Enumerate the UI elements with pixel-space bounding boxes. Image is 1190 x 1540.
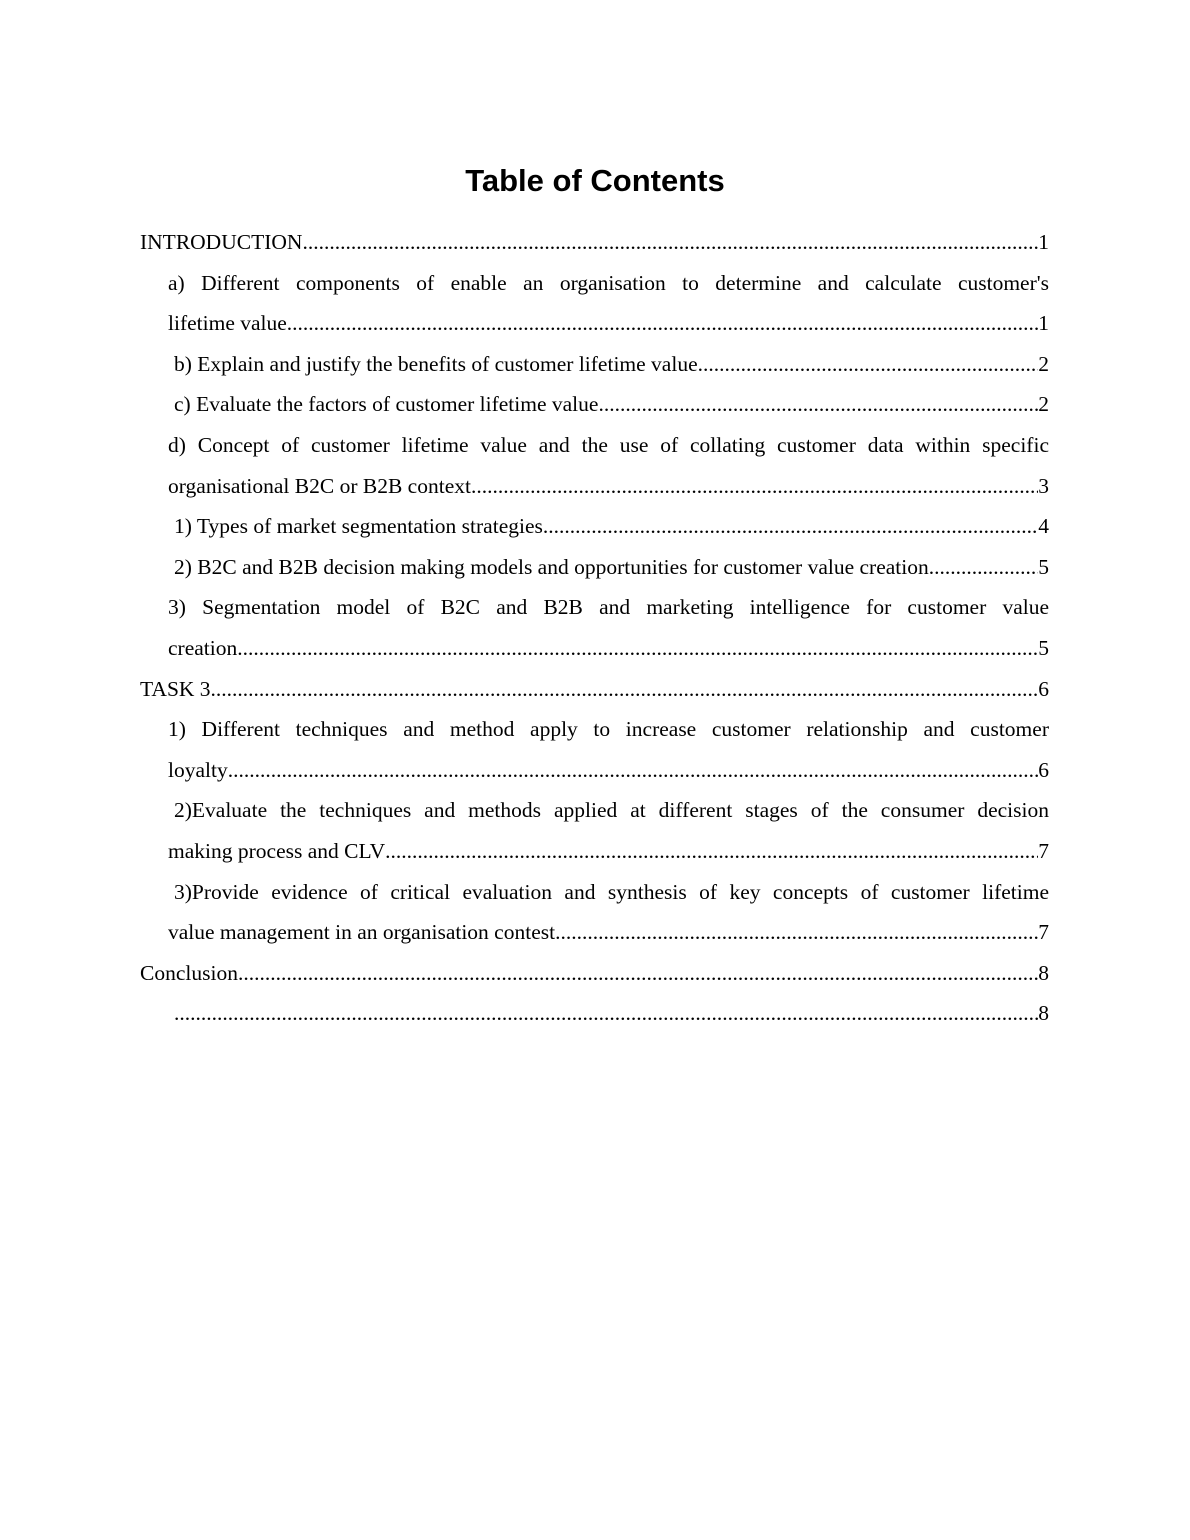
toc-entry-text-line1: 3) Segmentation model of B2C and B2B and marketing intelligence for customer value xyxy=(168,595,1049,620)
toc-entry-text: Conclusion xyxy=(140,960,238,985)
toc-entry-text-line2: lifetime value xyxy=(168,311,287,336)
dot-leader xyxy=(555,912,1038,953)
toc-entry-text: 2) B2C and B2B decision making models and opportunities for customer value creation xyxy=(174,554,929,579)
toc-entry-relationship-techniques[interactable] xyxy=(140,709,1049,790)
toc-entry-text: TASK 3 xyxy=(140,676,211,701)
toc-entry-text-line2: loyalty xyxy=(168,757,228,782)
toc-entry-text-line2: creation xyxy=(168,635,238,660)
toc-entry-introduction[interactable] xyxy=(140,222,1049,263)
toc-entry-text-line1: 1) Different techniques and method apply to increase customer relationship and customer xyxy=(168,717,1049,742)
dot-leader xyxy=(228,750,1039,791)
toc-page-number: 3 xyxy=(1038,473,1049,498)
toc-entry-clv-concept[interactable] xyxy=(140,425,1049,506)
toc-entry-text: c) Evaluate the factors of customer lifetime value xyxy=(174,392,599,417)
toc-entry-segmentation-strategies[interactable] xyxy=(140,506,1049,547)
dot-leader xyxy=(471,466,1038,507)
dot-leader xyxy=(302,222,1038,263)
dot-leader xyxy=(543,506,1038,547)
toc-entry-text: INTRODUCTION xyxy=(140,230,303,254)
toc-entry-text-line1: d) Concept of customer lifetime value and the use of collating customer data within specific xyxy=(168,432,1049,457)
toc-entry-evaluate-techniques[interactable] xyxy=(140,790,1049,871)
toc-entry-clv-factors[interactable] xyxy=(140,384,1049,425)
dot-leader xyxy=(598,384,1038,425)
toc-page-number: 1 xyxy=(1038,230,1049,254)
dot-leader xyxy=(174,993,1038,1034)
toc-entry-task-3[interactable] xyxy=(140,669,1049,710)
toc-page-number: 4 xyxy=(1038,514,1049,539)
toc-entry-clv-benefits[interactable] xyxy=(140,344,1049,385)
toc-entry-text-line1: 3)Provide evidence of critical evaluation and synthesis of key concepts of customer lifetime xyxy=(174,879,1049,904)
toc-page-number: 6 xyxy=(1038,757,1049,782)
toc-entry-text: 1) Types of market segmentation strategies xyxy=(174,514,543,539)
dot-leader xyxy=(287,303,1038,344)
toc-entry-critical-evaluation[interactable] xyxy=(140,872,1049,953)
toc-entry-text: b) Explain and justify the benefits of customer lifetime value xyxy=(174,351,698,376)
table-of-contents xyxy=(140,222,1049,1034)
dot-leader xyxy=(698,344,1039,385)
toc-entry-segmentation-model[interactable] xyxy=(140,587,1049,668)
dot-leader xyxy=(237,628,1038,669)
dot-leader xyxy=(385,831,1038,872)
toc-page-number: 5 xyxy=(1038,554,1049,579)
toc-page-number: 6 xyxy=(1038,676,1049,701)
toc-entry-text-line1: a) Different components of enable an organisation to determine and calculate customer's xyxy=(168,270,1049,295)
toc-entry-decision-models[interactable] xyxy=(140,547,1049,588)
dot-leader xyxy=(238,953,1038,994)
toc-entry-text-line1: 2)Evaluate the techniques and methods applied at different stages of the consumer decision xyxy=(174,798,1049,823)
toc-entry-conclusion[interactable] xyxy=(140,953,1049,994)
toc-entry-text-line2: making process and CLV xyxy=(168,838,386,863)
toc-page-number: 2 xyxy=(1038,351,1049,376)
toc-page-number: 7 xyxy=(1038,838,1049,863)
toc-entry-untitled[interactable] xyxy=(140,993,1049,1034)
toc-page-number: 1 xyxy=(1038,311,1049,336)
toc-page-number: 2 xyxy=(1038,392,1049,417)
toc-page-number: 8 xyxy=(1038,1001,1049,1026)
dot-leader xyxy=(929,547,1039,588)
toc-entry-text-line2: organisational B2C or B2B context xyxy=(168,473,471,498)
dot-leader xyxy=(211,669,1039,710)
toc-title: Table of Contents xyxy=(465,163,725,198)
toc-page-number: 8 xyxy=(1038,960,1049,985)
toc-page-number: 7 xyxy=(1038,920,1049,945)
toc-entry-clv-components[interactable] xyxy=(140,263,1049,344)
toc-entry-text-line2: value management in an organisation contest xyxy=(168,920,556,945)
toc-page-number: 5 xyxy=(1038,635,1049,660)
